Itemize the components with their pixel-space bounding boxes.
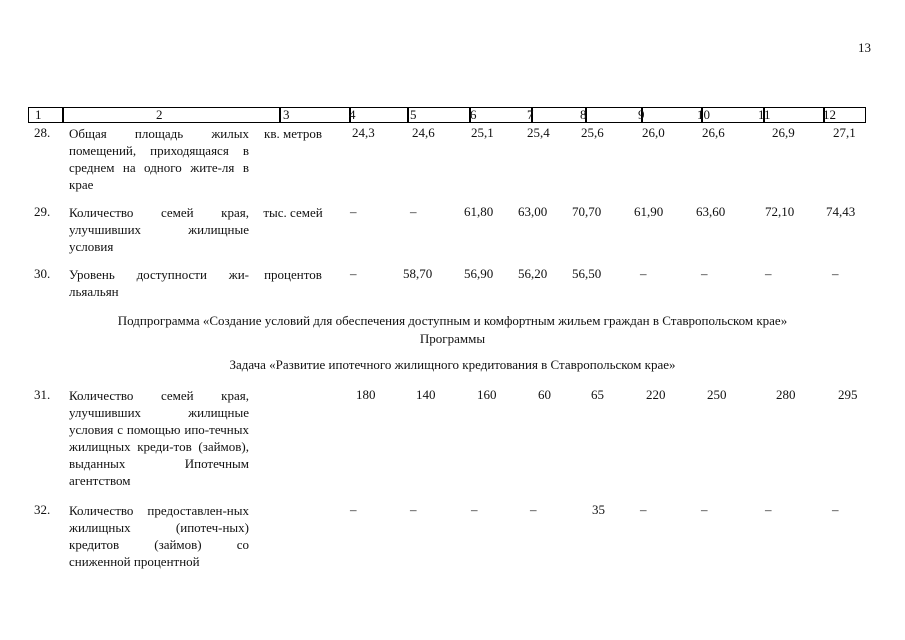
value-cell: 180 [356, 387, 376, 402]
value-cell: 56,20 [518, 266, 548, 281]
header-cell [408, 107, 470, 123]
value-cell: – [350, 266, 357, 281]
value-cell: 26,6 [702, 125, 725, 140]
header-cell [642, 107, 702, 123]
header-number: 2 [156, 107, 163, 122]
value-cell: 250 [707, 387, 727, 402]
indicator-name: Общая площадь жилых помещений, приходящаяся в среднем на одного жите-ля в крае [69, 126, 249, 192]
header-number: 6 [470, 107, 477, 122]
header-cell [63, 107, 280, 123]
header-cell [532, 107, 586, 123]
value-cell: 65 [591, 387, 604, 402]
value-cell: 74,43 [826, 204, 856, 219]
value-cell: 72,10 [765, 204, 795, 219]
value-cell: 63,00 [518, 204, 548, 219]
header-number: 3 [283, 107, 290, 122]
header-cell [350, 107, 408, 123]
header-number: 11 [758, 107, 771, 122]
header-number: 1 [35, 107, 42, 122]
unit-of-measure: процентов [264, 267, 322, 282]
header-cell [280, 107, 350, 123]
value-cell: 61,90 [634, 204, 664, 219]
value-cell: 70,70 [572, 204, 602, 219]
value-cell: – [640, 266, 647, 281]
value-cell: – [765, 266, 772, 281]
row-number: 30. [34, 266, 51, 281]
table-row [0, 502, 905, 572]
value-cell: – [530, 502, 537, 517]
value-cell: 25,1 [471, 125, 494, 140]
value-cell: 25,4 [527, 125, 550, 140]
value-cell: 58,70 [403, 266, 433, 281]
value-cell: – [471, 502, 478, 517]
header-number: 5 [410, 107, 417, 122]
header-cell [702, 107, 764, 123]
header-cell [470, 107, 532, 123]
unit-of-measure: тыс. семей [263, 205, 323, 220]
value-cell: 26,9 [772, 125, 795, 140]
value-cell: – [765, 502, 772, 517]
value-cell: 26,0 [642, 125, 665, 140]
table-row [0, 266, 905, 302]
value-cell: 24,6 [412, 125, 435, 140]
header-cell [28, 107, 63, 123]
header-cell [586, 107, 642, 123]
value-cell: 56,90 [464, 266, 494, 281]
value-cell: 140 [416, 387, 436, 402]
header-number: 10 [697, 107, 710, 122]
header-number: 8 [580, 107, 587, 122]
subprogram-title-continued: Программы [419, 331, 486, 346]
value-cell: 63,60 [696, 204, 726, 219]
indicator-name: Количество предоставлен-ных жилищных (ипотеч-ных) кредитов (займов) со сниженной процентной [69, 503, 249, 569]
value-cell: 61,80 [464, 204, 494, 219]
value-cell: 280 [776, 387, 796, 402]
table-row [0, 387, 905, 492]
indicator-name: Уровень доступности жи-льяальян [69, 267, 249, 299]
value-cell: 35 [592, 502, 605, 517]
value-cell: 295 [838, 387, 858, 402]
table-row [0, 125, 905, 195]
value-cell: – [701, 502, 708, 517]
value-cell: 160 [477, 387, 497, 402]
value-cell: – [832, 502, 839, 517]
task-heading: Задача «Развитие ипотечного жилищного кредитования в Ставропольском крае» [229, 357, 676, 372]
value-cell: – [410, 502, 417, 517]
value-cell: 27,1 [833, 125, 856, 140]
value-cell: – [701, 266, 708, 281]
header-number: 12 [823, 107, 836, 122]
row-number: 32. [34, 502, 51, 517]
value-cell: 56,50 [572, 266, 602, 281]
value-cell: – [350, 204, 357, 219]
value-cell: – [350, 502, 357, 517]
row-number: 29. [34, 204, 51, 219]
subprogram-title: Подпрограмма «Создание условий для обеспечения доступным и комфортным жильем граждан в Ставропольском крае» [117, 313, 788, 328]
value-cell: 25,6 [581, 125, 604, 140]
header-number: 7 [527, 107, 534, 122]
value-cell: – [410, 204, 417, 219]
header-number: 9 [638, 107, 645, 122]
header-number: 4 [349, 107, 356, 122]
indicator-name: Количество семей края, улучшивших жилищные условия [69, 205, 249, 254]
value-cell: 60 [538, 387, 551, 402]
page-number: 13 [858, 40, 871, 55]
table-row [0, 204, 905, 256]
column-number-header [28, 107, 866, 123]
value-cell: – [640, 502, 647, 517]
value-cell: 220 [646, 387, 666, 402]
indicator-name: Количество семей края, улучшивших жилищные условия с помощью ипо-течных жилищных креди-тов (займов), выданных Ипотечным агентством [69, 388, 249, 488]
unit-of-measure: кв. метров [264, 126, 322, 141]
header-cell [764, 107, 824, 123]
row-number: 28. [34, 125, 51, 140]
subprogram-heading [0, 312, 905, 348]
row-number: 31. [34, 387, 51, 402]
value-cell: 24,3 [352, 125, 375, 140]
value-cell: – [832, 266, 839, 281]
